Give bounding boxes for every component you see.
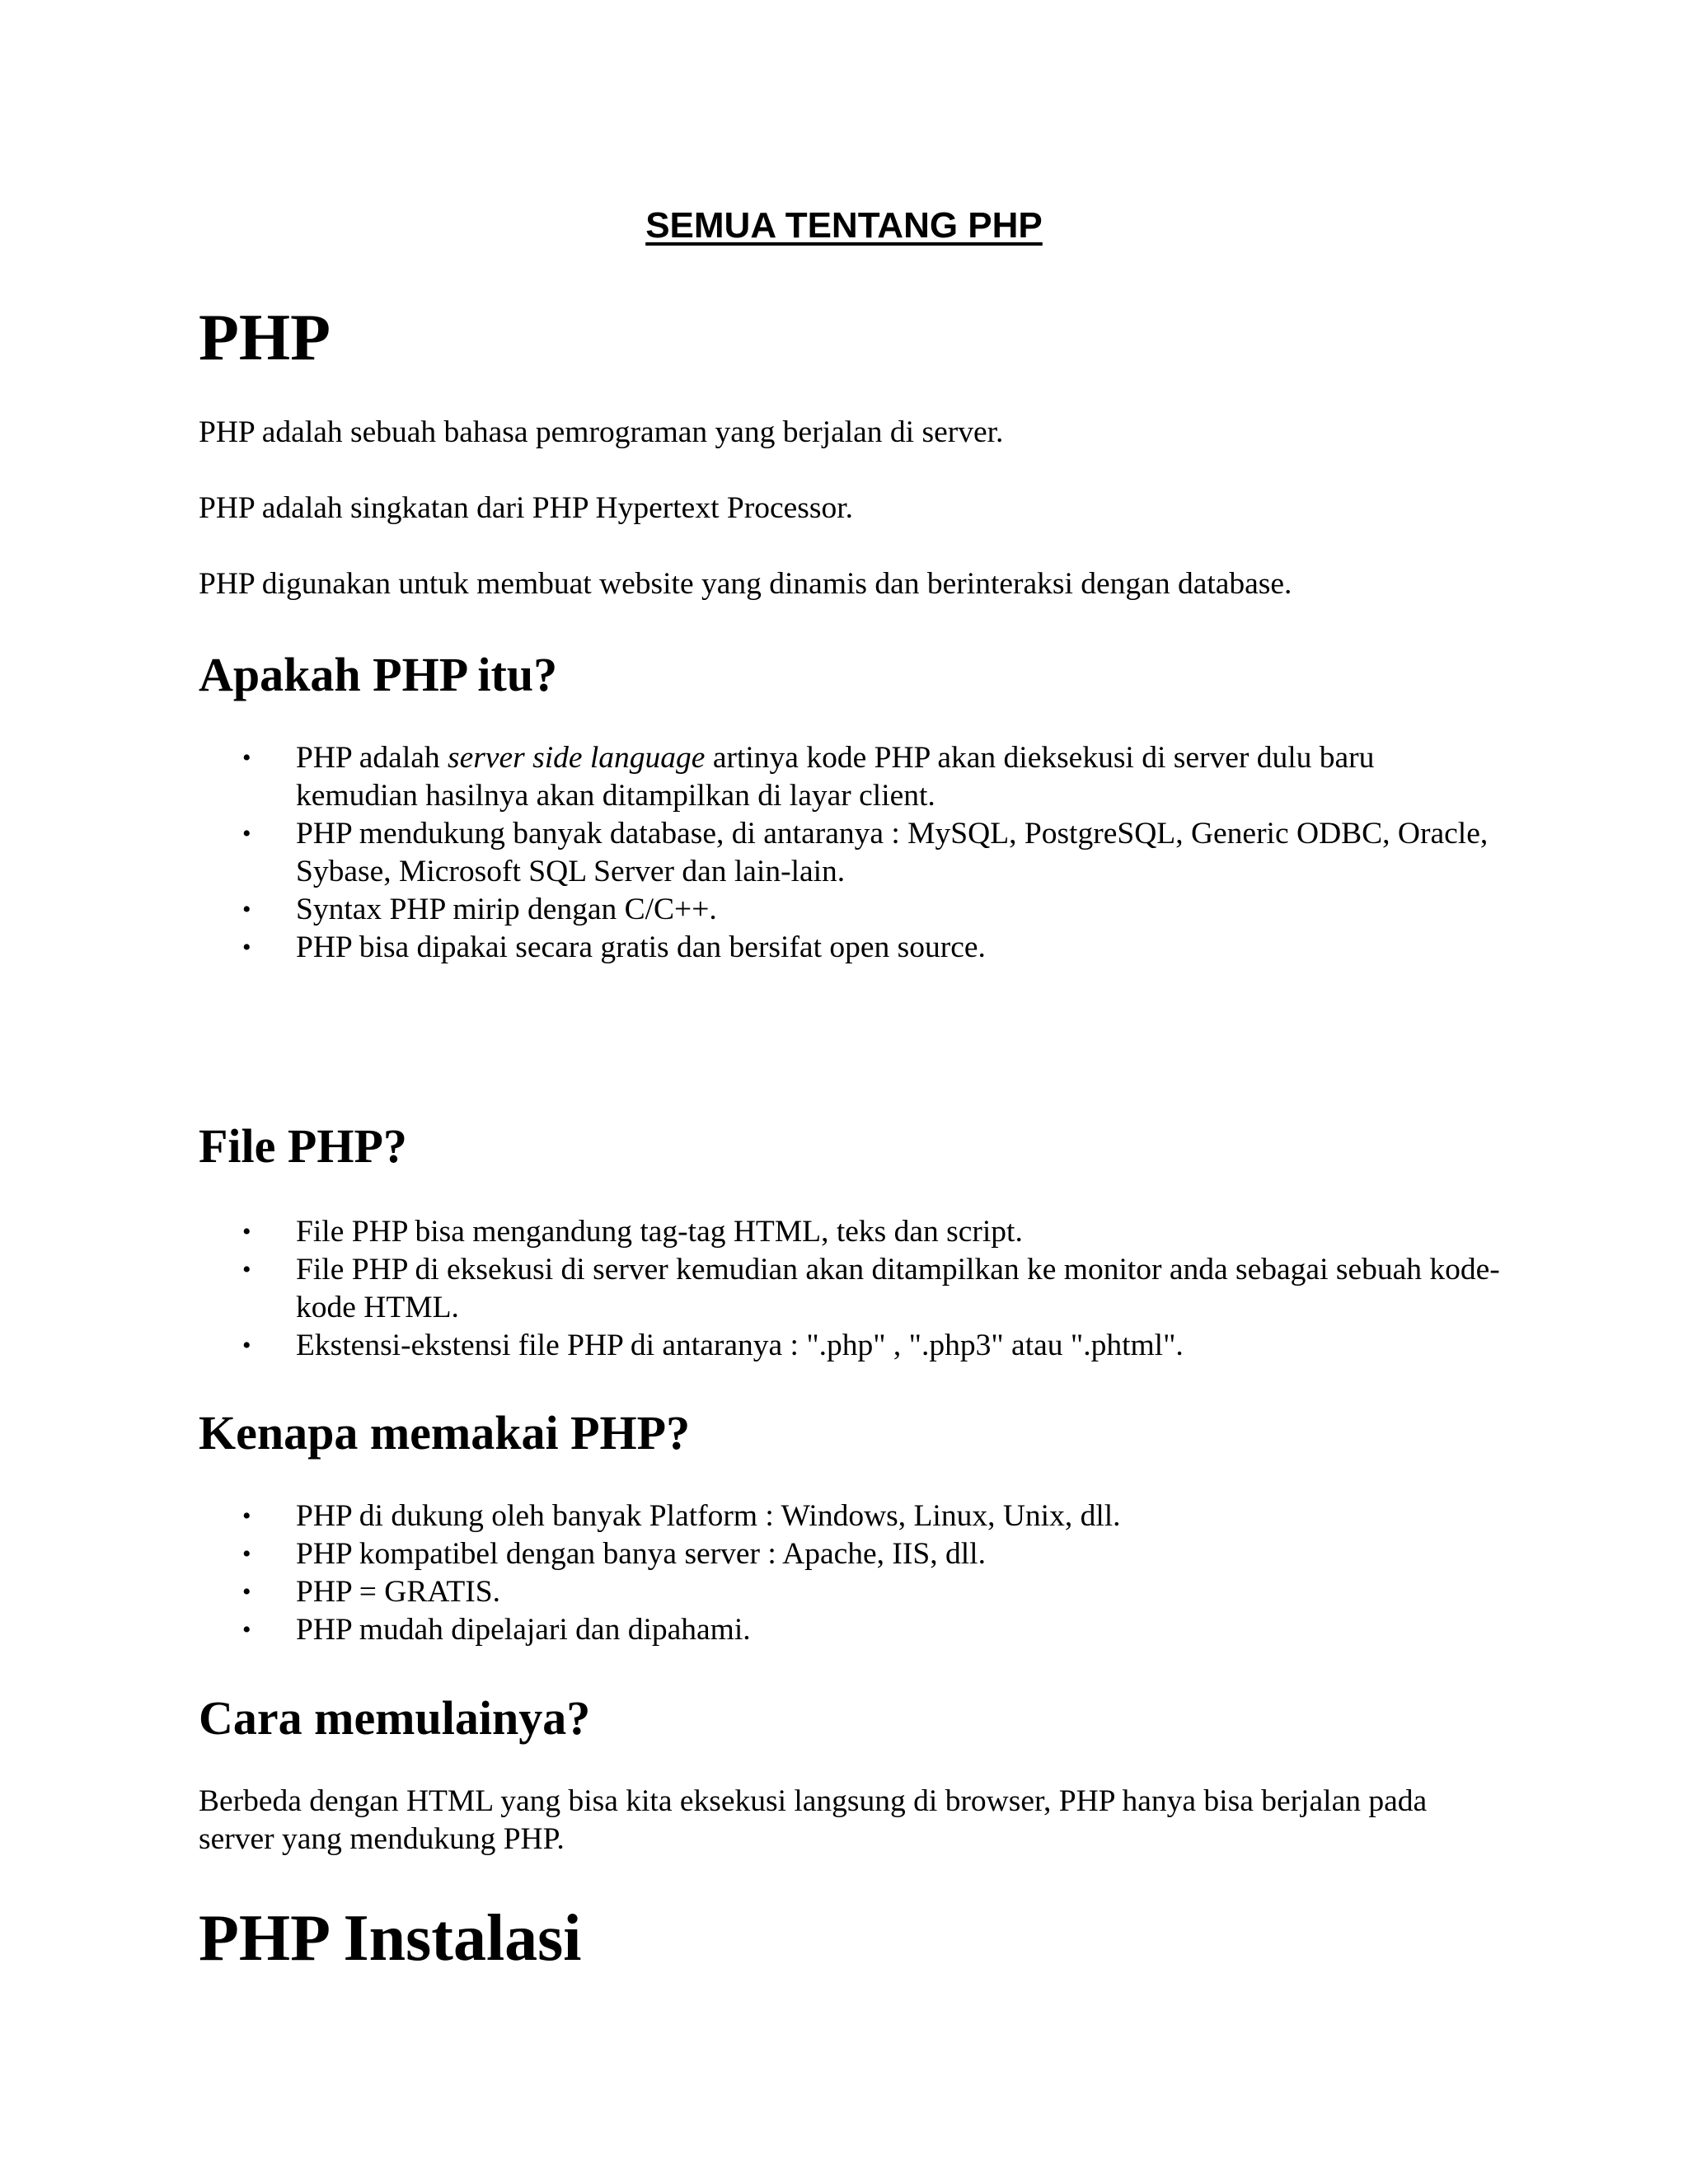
bullet-icon: • [242,820,251,847]
list-item [199,1213,1501,1251]
list-item [199,815,1501,891]
list-item-text: PHP di dukung oleh banyak Platform : Windows, Linux, Unix, dll. [296,1499,1121,1533]
heading-php-instalasi: PHP Instalasi [199,1902,582,1975]
list-file-php [199,1213,1501,1365]
heading-cara-memulainya: Cara memulainya? [199,1691,591,1745]
bullet-icon: • [242,1218,251,1245]
list-item-text: PHP mudah dipelajari dan dipahami. [296,1613,751,1647]
list-item [199,1535,1501,1573]
bullet-icon: • [242,896,251,923]
bullet-icon: • [242,1502,251,1530]
bullet-icon: • [242,1256,251,1283]
bullet-icon: • [242,1540,251,1568]
bullet-icon: • [242,934,251,961]
cara-paragraph: Berbeda dengan HTML yang bisa kita eksekusi langsung di browser, PHP hanya bisa berjalan pada server yang mendukung PHP. [199,1784,1428,1856]
bullet-icon: • [242,1578,251,1605]
list-item-text: File PHP di eksekusi di server kemudian akan ditampilkan ke monitor anda sebagai sebuah kode-kode HTML. [296,1253,1500,1324]
list-item [199,1497,1501,1535]
list-item-text-post: artinya kode PHP akan dieksekusi di server dulu baru kemudian hasilnya akan ditampilkan di layar client. [296,741,1375,813]
list-item-text: PHP = GRATIS. [296,1575,500,1609]
list-item [199,1611,1501,1649]
heading-file-php: File PHP? [199,1119,407,1173]
list-item-text: PHP mendukung banyak database, di antaranya : MySQL, PostgreSQL, Generic ODBC, Oracle, Sybase, Microsoft SQL Server dan lain-lain. [296,817,1489,888]
heading-kenapa-memakai-php: Kenapa memakai PHP? [199,1406,691,1460]
intro-paragraph-2: PHP adalah singkatan dari PHP Hypertext Processor. [199,491,853,525]
heading-php: PHP [199,302,331,374]
intro-paragraph-3: PHP digunakan untuk membuat website yang dinamis dan berinteraksi dengan database. [199,567,1292,601]
list-apakah-php-itu [199,739,1501,967]
list-item-text: PHP bisa dipakai secara gratis dan bersifat open source. [296,930,986,964]
document-title-text: SEMUA TENTANG PHP [645,205,1043,246]
list-item-text: Ekstensi-ekstensi file PHP di antaranya : ".php" , ".php3" atau ".phtml". [296,1329,1184,1362]
list-item [199,1251,1501,1327]
list-item-text: File PHP bisa mengandung tag-tag HTML, teks dan script. [296,1215,1023,1249]
document-title [0,201,1688,251]
list-item [199,739,1501,815]
list-kenapa-memakai-php [199,1497,1501,1649]
list-item [199,1327,1501,1365]
list-item-text-italic: server side language [448,741,706,775]
list-item-text: PHP kompatibel dengan banya server : Apache, IIS, dll. [296,1537,986,1571]
intro-paragraph-1: PHP adalah sebuah bahasa pemrograman yang berjalan di server. [199,415,1004,449]
bullet-icon: • [242,1616,251,1643]
list-item [199,1573,1501,1611]
list-item-text: Syntax PHP mirip dengan C/C++. [296,893,717,926]
bullet-icon: • [242,1332,251,1359]
list-item [199,891,1501,929]
list-item [199,929,1501,967]
heading-apakah-php-itu: Apakah PHP itu? [199,648,558,701]
list-item-text-pre: PHP adalah [296,741,448,775]
bullet-icon: • [242,744,251,771]
